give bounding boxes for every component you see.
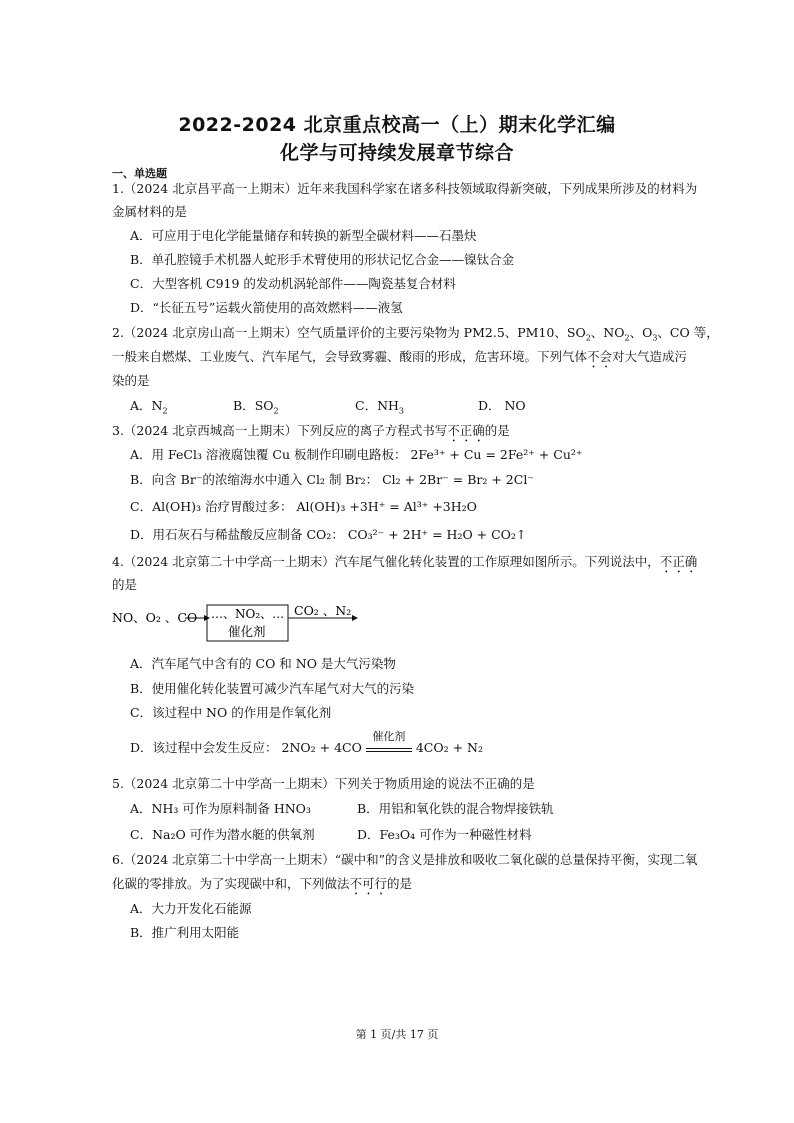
page-number: 第 1 页/共 17 页	[355, 1028, 439, 1041]
q3-option-c: C．Al(OH)₃ 治疗胃酸过多： Al(OH)₃ +3H⁺ = Al³⁺ +3H₂O	[130, 499, 477, 514]
emphasis-text: 不会	[587, 349, 613, 364]
q2-stem-line3: 染的是	[112, 373, 150, 388]
equation: Cl₂ + 2Br⁻ = Br₂ + 2Cl⁻	[382, 472, 534, 487]
q3-stem: 3.（2024 北京西城高一上期末）下列反应的离子方程式书写不正确的是	[112, 423, 510, 438]
q2-option-d: D． NO	[478, 398, 526, 413]
q2-option-c: C．$NH_3$	[355, 398, 405, 416]
reaction-condition: 催化剂	[366, 742, 412, 752]
q6-option-a: A．大力开发化石能源	[130, 901, 252, 916]
equation: CO₃²⁻ + 2H⁺ = H₂O + CO₂↑	[347, 527, 527, 542]
q5-option-a: A．NH₃ 可作为原料制备 HNO₃	[130, 801, 311, 816]
q2-option-a: A．$N_2$	[130, 398, 168, 416]
q1-option-a: A．可应用于电化学能量储存和转换的新型全碳材料——石墨炔	[130, 228, 477, 243]
q6-option-b: B．推广利用太阳能	[130, 925, 240, 940]
page-subtitle: 化学与可持续发展章节综合	[279, 142, 514, 164]
q5-option-d: D．Fe₃O₄ 可作为一种磁性材料	[357, 827, 532, 842]
q5-option-c: C．Na₂O 可作为潜水艇的供氧剂	[130, 827, 315, 842]
q4-option-a: A．汽车尾气中含有的 CO 和 NO 是大气污染物	[130, 656, 396, 671]
q4-option-d: D．该过程中会发生反应： 2NO₂ + 4CO 催化剂 4CO₂ + N₂	[130, 730, 483, 755]
equation: Al(OH)₃ +3H⁺ = Al³⁺ +3H₂O	[296, 499, 477, 514]
equation: 2NO₂ + 4CO 催化剂 4CO₂ + N₂	[281, 730, 483, 755]
q2-option-b: B．$SO_2$	[233, 398, 279, 416]
arrow-head-icon	[352, 615, 358, 621]
q3-option-d: D．用石灰石与稀盐酸反应制备 CO₂： CO₃²⁻ + 2H⁺ = H₂O + CO₂↑	[130, 527, 527, 542]
q5-option-b: B．用铝和氧化铁的混合物焊接铁轨	[357, 801, 554, 816]
section-heading: 一、单选题	[112, 167, 167, 180]
q4-stem-line2: 的是	[112, 577, 138, 592]
equation: 2Fe³⁺ + Cu = 2Fe²⁺ + Cu²⁺	[410, 447, 583, 462]
emphasis-text: 不正确	[659, 554, 698, 569]
q3-option-a: A．用 FeCl₃ 溶液腐蚀覆 Cu 板制作印刷电路板： 2Fe³⁺ + Cu = 2Fe²⁺ + Cu²⁺	[130, 447, 583, 462]
diagram-output-label: CO₂ 、N₂	[294, 604, 352, 618]
q4-stem-line1: 4.（2024 北京第二十中学高一上期末）汽车尾气催化转化装置的工作原理如图所示。下列说法中，不正确	[112, 554, 698, 569]
q1-option-d: D．“长征五号”运载火箭使用的高效燃料——液氢	[130, 300, 403, 315]
q1-stem-line1: 1.（2024 北京昌平高一上期末）近年来我国科学家在诸多科技领域取得新突破，下列成果所涉及的材料为	[112, 181, 698, 196]
equals-sign-icon	[366, 748, 412, 752]
q1-stem-line2: 金属材料的是	[112, 204, 188, 219]
q4-option-c: C．该过程中 NO 的作用是作氧化剂	[130, 705, 332, 720]
q2-stem-line1: 2.（2024 北京房山高一上期末）空气质量评价的主要污染物为 PM2.5、PM10、$SO_2$、$NO_2$、$O_3$、CO 等，	[112, 325, 719, 343]
q2-stem-line2: 一般来自燃煤、工业废气、汽车尾气，会导致雾霾、酸雨的形成，危害环境。下列气体不会对大气造成污	[112, 349, 688, 364]
page-title: 2022-2024 北京重点校高一（上）期末化学汇编	[178, 114, 616, 136]
diagram-box-bottom-label: 催化剂	[228, 624, 266, 639]
emphasis-text: 不正确	[447, 423, 485, 438]
q6-stem-line1: 6.（2024 北京第二十中学高一上期末）“碳中和”的含义是排放和吸收二氧化碳的总量保持平衡，实现二氧	[112, 852, 698, 867]
q1-option-c: C．大型客机 C919 的发动机涡轮部件——陶瓷基复合材料	[130, 276, 456, 291]
q5-stem: 5.（2024 北京第二十中学高一上期末）下列关于物质用途的说法不正确的是	[112, 776, 535, 791]
q3-option-b: B．向含 Br⁻的浓缩海水中通入 Cl₂ 制 Br₂： Cl₂ + 2Br⁻ = Br₂ + 2Cl⁻	[130, 472, 534, 487]
catalytic-converter-diagram	[112, 604, 362, 644]
q6-stem-line2: 化碳的零排放。为了实现碳中和，下列做法不可行的是	[112, 876, 413, 891]
q4-option-b: B．使用催化转化装置可减少汽车尾气对大气的污染	[130, 681, 415, 696]
emphasis-text: 不可行	[349, 876, 388, 891]
q1-option-b: B．单孔腔镜手术机器人蛇形手术臂使用的形状记忆合金——镍钛合金	[130, 252, 515, 267]
diagram-box-top-label: …、NO₂、…	[211, 607, 285, 621]
diagram-input-label: NO、O₂ 、CO	[112, 610, 198, 625]
